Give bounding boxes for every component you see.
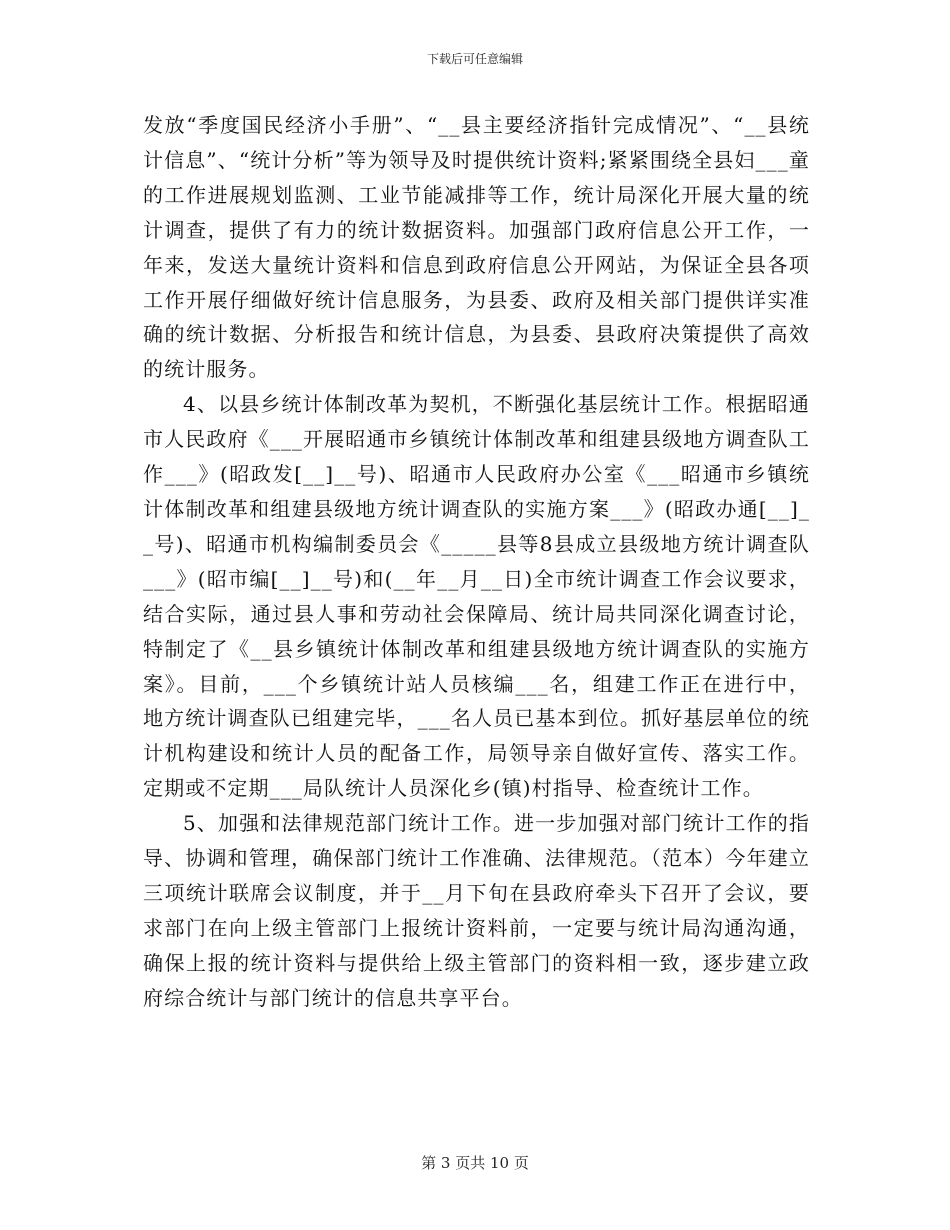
paragraph-item-4: 4、以县乡统计体制改革为契机，不断强化基层统计工作。根据昭通市人民政府《___开展昭通市乡镇统计体制改革和组建县级地方调查队工作___》(昭政发[__]__号)、昭通市人民政府办公室《___昭通市乡镇统计体制改革和组建县级地方统计调查队的实施方案___》(昭政办通[__]__号)、昭通市机构编制委员会《_____县等8县成立县级地方统计调查队___》(昭市编[__]__号)和(__年__月__日)全市统计调查工作会议要求，结合实际，通过县人事和劳动社会保障局、统计局共同深化调查讨论，特制定了《__县乡镇统计体制改革和组建县级地方统计调查队的实施方案》。目前，___个乡镇统计站人员核编___名，组建工作正在进行中，地方统计调查队已组建完毕，___名人员已基本到位。抓好基层单位的统计机构建设和统计人员的配备工作，局领导亲自做好宣传、落实工作。定期或不定期___局队统计人员深化乡(镇)村指导、检查统计工作。 [143,392,810,801]
page-number: 第 3 页共 10 页 [421,1154,529,1172]
paragraph-item-5: 5、加强和法律规范部门统计工作。进一步加强对部门统计工作的指导、协调和管理，确保部门统计工作准确、法律规范。（范本）今年建立三项统计联席会议制度，并于__月下旬在县政府牵头下召开了会议，要求部门在向上级主管部门上报统计资料前，一定要与统计局沟通沟通，确保上报的统计资料与提供给上级主管部门的资料相一致，逐步建立政府综合统计与部门统计的信息共享平台。 [143,811,810,1010]
paragraph-continuation: 发放“季度国民经济小手册”、“__县主要经济指针完成情况”、“__县统计信息”、“统计分析”等为领导及时提供统计资料;紧紧围绕全县妇___童的工作进展规划监测、工业节能减排等工作，统计局深化开展大量的统计调查，提供了有力的统计数据资料。加强部门政府信息公开工作，一年来，发送大量统计资料和信息到政府信息公开网站，为保证全县各项工作开展仔细做好统计信息服务，为县委、政府及相关部门提供详实准确的统计数据、分析报告和统计信息，为县委、县政府决策提供了高效的统计服务。 [143,113,810,382]
document-body [143,108,810,1016]
page-header: 下载后可任意编辑 [426,52,523,66]
